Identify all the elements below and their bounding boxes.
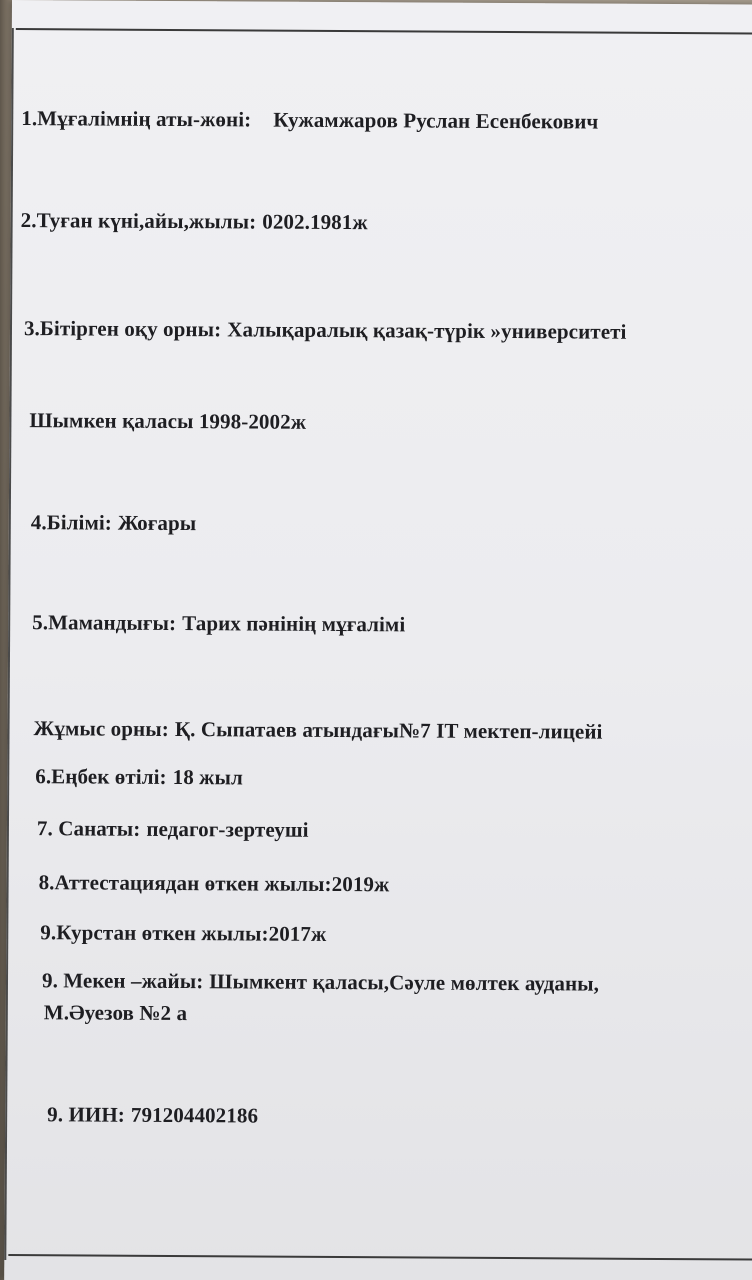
left-border-line (4, 28, 14, 1260)
course-year-label: 9.Курстан өткен жылы: (40, 920, 269, 946)
education-institution-continuation: Шымкен қаласы 1998-2002ж (29, 408, 307, 434)
work-experience-label: 6.Еңбек өтілі: (35, 764, 167, 789)
work-experience-value: 18 жыл (172, 764, 244, 790)
category-label: 7. Санаты: (36, 816, 141, 841)
education-institution-label: 3.Бітірген оқу орны: (23, 316, 222, 342)
education-level-label: 4.Білімі: (30, 510, 113, 535)
bottom-border-line (8, 1254, 752, 1261)
iin-label: 9. ИИН: (47, 1102, 125, 1127)
field-attestation-year (39, 870, 390, 897)
full-name-value: Кужамжаров Руслан Есенбекович (273, 107, 599, 134)
course-year-value: 2017ж (268, 921, 327, 946)
top-border-line (16, 28, 752, 35)
field-education-level (31, 510, 197, 536)
address-label: 9. Мекен –жайы: (41, 968, 204, 994)
education-institution-value: Халықаралық қазақ-түрік »университеті (227, 317, 627, 344)
document-sheet (4, 0, 752, 1280)
address-continuation: М.Әуезов №2 а (43, 1000, 188, 1026)
specialty-label: 5.Мамандығы: (32, 610, 177, 636)
field-category (37, 816, 309, 843)
birth-date-value: 0202.1981ж (262, 209, 368, 235)
address-value: Шымкент қаласы,Сәуле мөлтек ауданы, (209, 969, 600, 996)
education-level-value: Жоғары (117, 510, 197, 536)
category-value: педагог-зертеуші (146, 816, 309, 842)
iin-value: 791204402186 (130, 1102, 259, 1128)
field-address (42, 968, 599, 996)
field-iin (47, 1102, 258, 1128)
field-work-experience (35, 764, 243, 790)
field-workplace (33, 716, 602, 744)
field-birth-date (21, 208, 368, 235)
field-course-year (40, 920, 326, 947)
field-education-institution (24, 316, 627, 345)
attestation-year-label: 8.Аттестациядан өткен жылы: (38, 870, 332, 896)
birth-date-label: 2.Туған күні,айы,жылы: (20, 208, 257, 234)
attestation-year-value: 2019ж (331, 871, 390, 897)
specialty-value: Тарих пәнінің мұғалімі (182, 611, 406, 637)
field-specialty (32, 610, 405, 637)
workplace-label: Жұмыс орны: (33, 716, 169, 741)
field-full-name (21, 106, 598, 135)
workplace-value: Қ. Сыпатаев атындағы№7 IT мектеп-лицейі (174, 717, 603, 744)
full-name-label: 1.Мұғалімнің аты-жөні: (21, 106, 252, 132)
